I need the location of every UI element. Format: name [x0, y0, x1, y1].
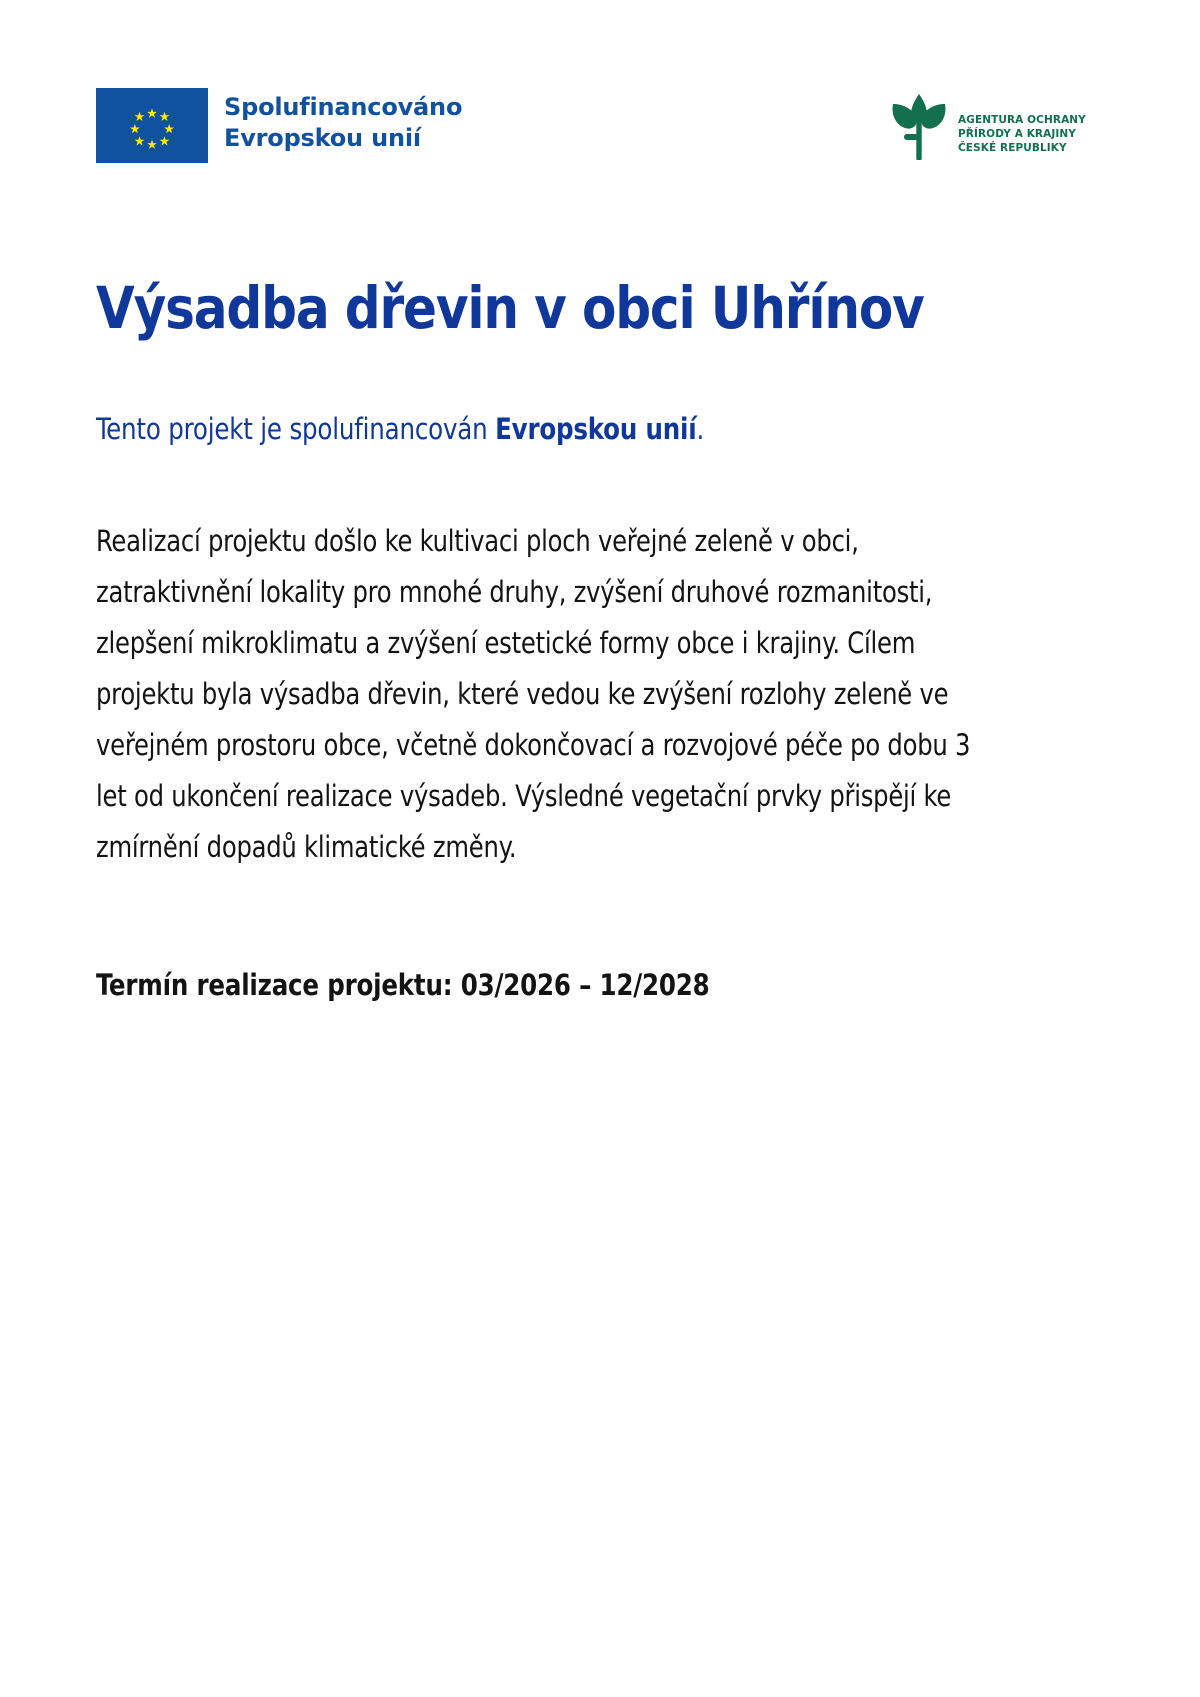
body-paragraph: Realizací projektu došlo ke kultivaci ploch veřejné zeleně v obci, zatraktivnění lokality pro mnohé druhy, zvýšení druhové rozmanitosti, zlepšení mikroklimatu a zvýšení estetické formy obce i krajiny. Cílem projektu byla výsadba dřevin, které vedou ke zvýšení rozlohy zeleně ve veřejném prostoru obce, včetně dokončovací a rozvojové péče po dobu 3 let od ukončení realizace výsadeb. Výsledné vegetační prvky přispějí ke zmírnění dopadů klimatické změny.	[96, 524, 971, 864]
aopk-leaf-icon	[886, 86, 952, 162]
eu-logo-text	[224, 88, 462, 153]
intro-prefix: Tento projekt je spolufinancován	[96, 412, 496, 446]
page-title: Výsadba dřevin v obci Uhřínov	[96, 273, 924, 342]
logo-bar	[0, 88, 1200, 184]
eu-logo-line1: Spolufinancováno	[224, 93, 463, 121]
intro-suffix: .	[696, 412, 705, 446]
aopk-logo-line1: AGENTURA OCHRANY	[958, 114, 1086, 127]
eu-logo-line2: Evropskou unií	[224, 123, 421, 152]
eu-cofunding-logo	[96, 88, 462, 163]
project-deadline: Termín realizace projektu: 03/2026 – 12/2028	[96, 968, 710, 1002]
aopk-logo	[886, 86, 1086, 162]
eu-flag-icon	[96, 88, 208, 163]
aopk-logo-text	[958, 114, 1086, 162]
intro-line	[96, 411, 1045, 449]
aopk-logo-line3: ČESKÉ REPUBLIKY	[958, 142, 1067, 155]
intro-emphasis: Evropskou unií	[495, 412, 697, 446]
aopk-logo-line2: PŘÍRODY A KRAJINY	[958, 128, 1076, 141]
